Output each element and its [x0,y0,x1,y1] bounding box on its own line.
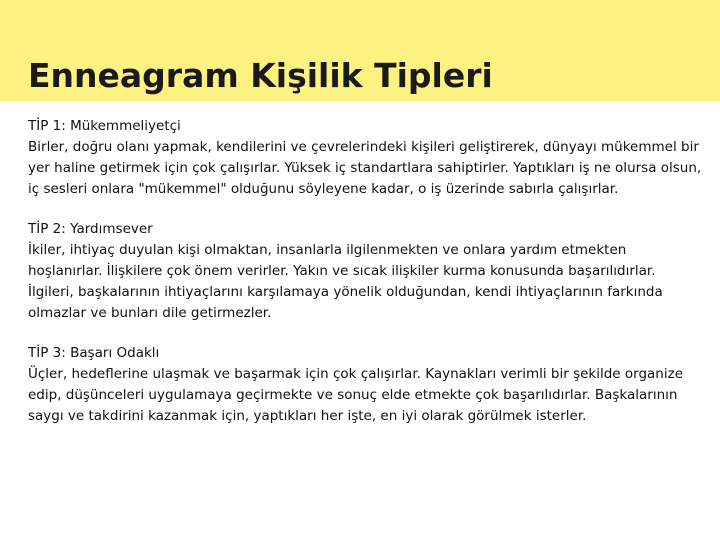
section-body-type-1: Birler, doğru olanı yapmak, kendilerini ve çevrelerindeki kişileri geliştirerek, dünyayı mükemmel bir yer haline getirmek için çok çalışırlar. Yüksek iç standartlara sahiptirler. Yaptıkları iş ne olursa olsun, iç sesleri onlara "mükemmel" olduğunu söyleyene kadar, o iş üzerinde sabırla çalışırlar. [28,139,702,197]
slide-content [28,116,704,446]
section-body-type-3: Üçler, hedeflerine ulaşmak ve başarmak için çok çalışırlar. Kaynakları verimli bir şekilde organize edip, düşünceleri uygulamaya geçirmekte ve sonuç elde etmekte çok başarılıdırlar. Başkalarının saygı ve takdirini kazanmak için, yaptıkları her işte, en iyi olarak görülmek isterler. [28,366,684,424]
section-type-1 [28,116,704,200]
section-type-2 [28,219,704,324]
section-body-type-2: İkiler, ihtiyaç duyulan kişi olmaktan, insanlarla ilgilenmekten ve onlara yardım etmekten hoşlanırlar. İlişkilere çok önem verirler. Yakın ve sıcak ilişkiler kurma konusunda başarılıdırlar. İlgileri, başkalarının ihtiyaçlarını karşılamaya yönelik olduğundan, kendi ihtiyaçlarının farkında olmazlar ve bunları dile getirmezler. [28,242,663,321]
slide-title: Enneagram Kişilik Tipleri [28,56,493,95]
section-heading-type-1: TİP 1: Mükemmeliyetçi [28,118,181,134]
section-heading-type-3: TİP 3: Başarı Odaklı [28,345,160,361]
section-heading-type-2: TİP 2: Yardımsever [28,221,153,237]
section-type-3 [28,343,704,427]
